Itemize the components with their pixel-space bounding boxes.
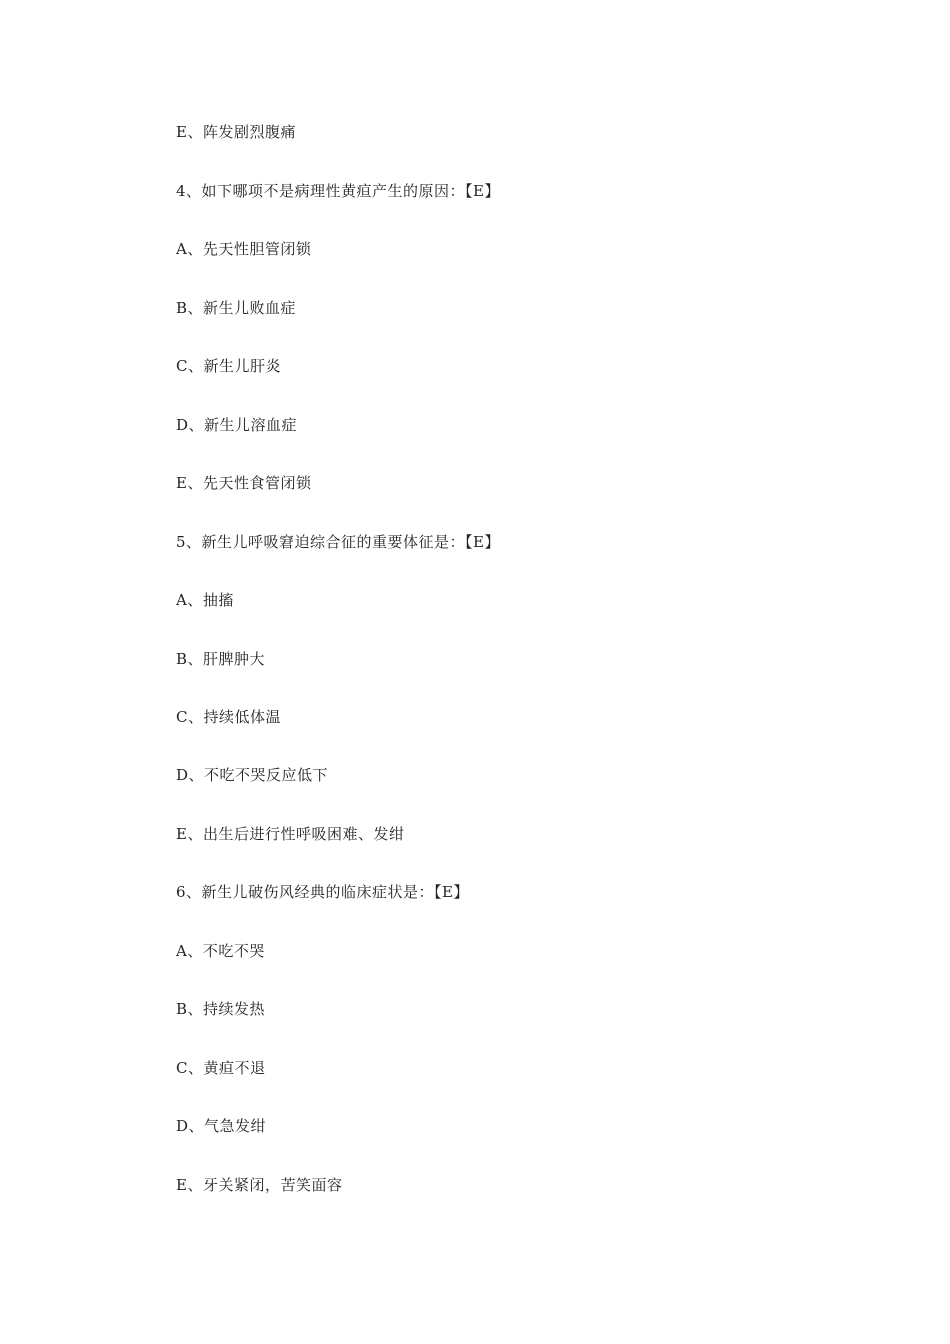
option-e-prev: E、阵发剧烈腹痛 <box>176 123 296 141</box>
q5-option-e: E、出生后进行性呼吸困难、发绀 <box>176 825 405 843</box>
q6-option-d: D、气急发绀 <box>176 1117 267 1135</box>
q4-option-a: A、先天性胆管闭锁 <box>176 240 312 258</box>
q4-option-e: E、先天性食管闭锁 <box>176 474 312 492</box>
q5-option-b: B、肝脾肿大 <box>176 650 266 668</box>
q6-option-a: A、不吃不哭 <box>176 942 265 960</box>
q6-option-b: B、持续发热 <box>176 1000 266 1018</box>
q4-option-c: C、新生儿肝炎 <box>176 357 281 375</box>
q4-option-d: D、新生儿溶血症 <box>176 416 298 434</box>
q5-option-a: A、抽搐 <box>176 591 234 609</box>
q5-option-d: D、不吃不哭反应低下 <box>176 766 329 784</box>
q5-option-c: C、持续低体温 <box>176 708 281 726</box>
q4-option-b: B、新生儿败血症 <box>176 299 297 317</box>
question-6: 6、新生儿破伤风经典的临床症状是：【E】 <box>176 883 469 901</box>
q6-option-e: E、牙关紧闭，苦笑面容 <box>176 1176 343 1194</box>
q6-option-c: C、黄疸不退 <box>176 1059 266 1077</box>
question-5: 5、新生儿呼吸窘迫综合征的重要体征是：【E】 <box>176 533 500 551</box>
question-4: 4、如下哪项不是病理性黄疸产生的原因：【E】 <box>176 182 500 200</box>
